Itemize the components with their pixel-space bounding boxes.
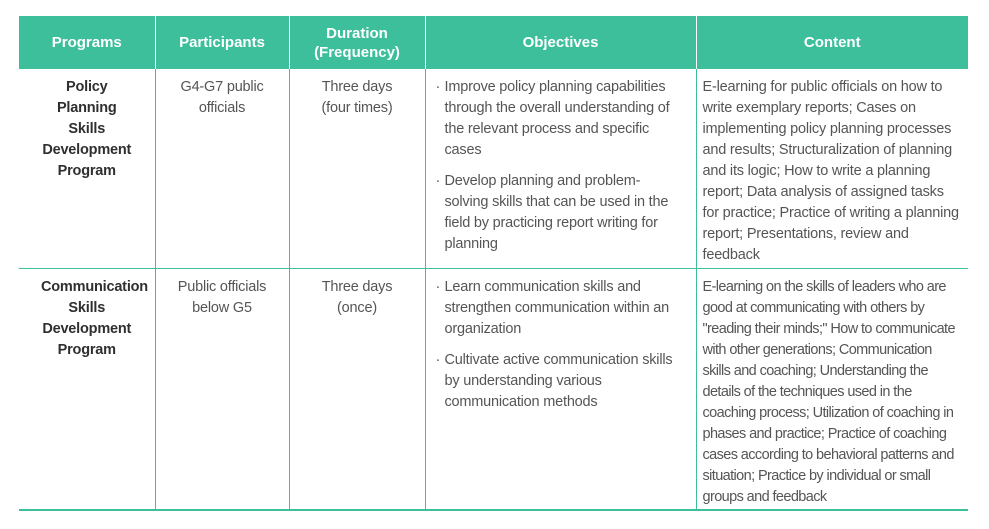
content-cell: E-learning on the skills of leaders who are good at communicating with others by "reading their minds;" How to communicate with other generations; Communication skills and coaching; Understanding the details of the techniques used in the coaching process; Utilization of coaching in phases and practice; Practice of coaching cases according to behavioral patterns and situation; Practice by individual or small groups and feedback xyxy=(696,269,968,511)
bullet-icon: · xyxy=(435,279,441,295)
program-name: Policy Planning Skills Development Program xyxy=(19,69,155,269)
duration-cell: Three days (four times) xyxy=(289,69,425,269)
bullet-icon: · xyxy=(435,79,441,95)
objective-item xyxy=(436,277,682,340)
objective-text: Learn communication skills and strengthen communication within an organization xyxy=(444,279,670,337)
objective-item xyxy=(436,350,682,413)
header-programs: Programs xyxy=(19,16,155,69)
objective-text: Develop planning and problem-solving skills that can be used in the field by practicing report writing for planning xyxy=(444,173,669,252)
header-duration: Duration (Frequency) xyxy=(289,16,425,69)
header-row xyxy=(19,16,968,69)
header-objectives: Objectives xyxy=(425,16,696,69)
participants-cell: Public officials below G5 xyxy=(155,269,289,511)
header-content: Content xyxy=(696,16,968,69)
bullet-icon: · xyxy=(435,173,441,189)
objective-text: Improve policy planning capabilities through the overall understanding of the relevant process and specific cases xyxy=(444,79,670,158)
objectives-cell xyxy=(425,269,696,511)
program-name: Communication Skills Development Program xyxy=(19,269,155,511)
content-cell: E-learning for public officials on how to write exemplary reports; Cases on implementing policy planning processes and results; Structuralization of planning and its logic; How to write a planning report; Data analysis of assigned tasks for practice; Practice of writing a planning report; Presentations, review and feedback xyxy=(696,69,968,269)
table-row xyxy=(19,269,968,511)
programs-table-container xyxy=(19,16,968,511)
bullet-icon: · xyxy=(435,352,441,368)
objective-item xyxy=(436,77,682,161)
participants-cell: G4-G7 public officials xyxy=(155,69,289,269)
programs-table xyxy=(19,16,968,511)
duration-cell: Three days (once) xyxy=(289,269,425,511)
objective-item xyxy=(436,171,682,255)
objectives-cell xyxy=(425,69,696,269)
objective-text: Cultivate active communication skills by understanding various communication methods xyxy=(444,352,673,410)
header-participants: Participants xyxy=(155,16,289,69)
table-row xyxy=(19,69,968,269)
